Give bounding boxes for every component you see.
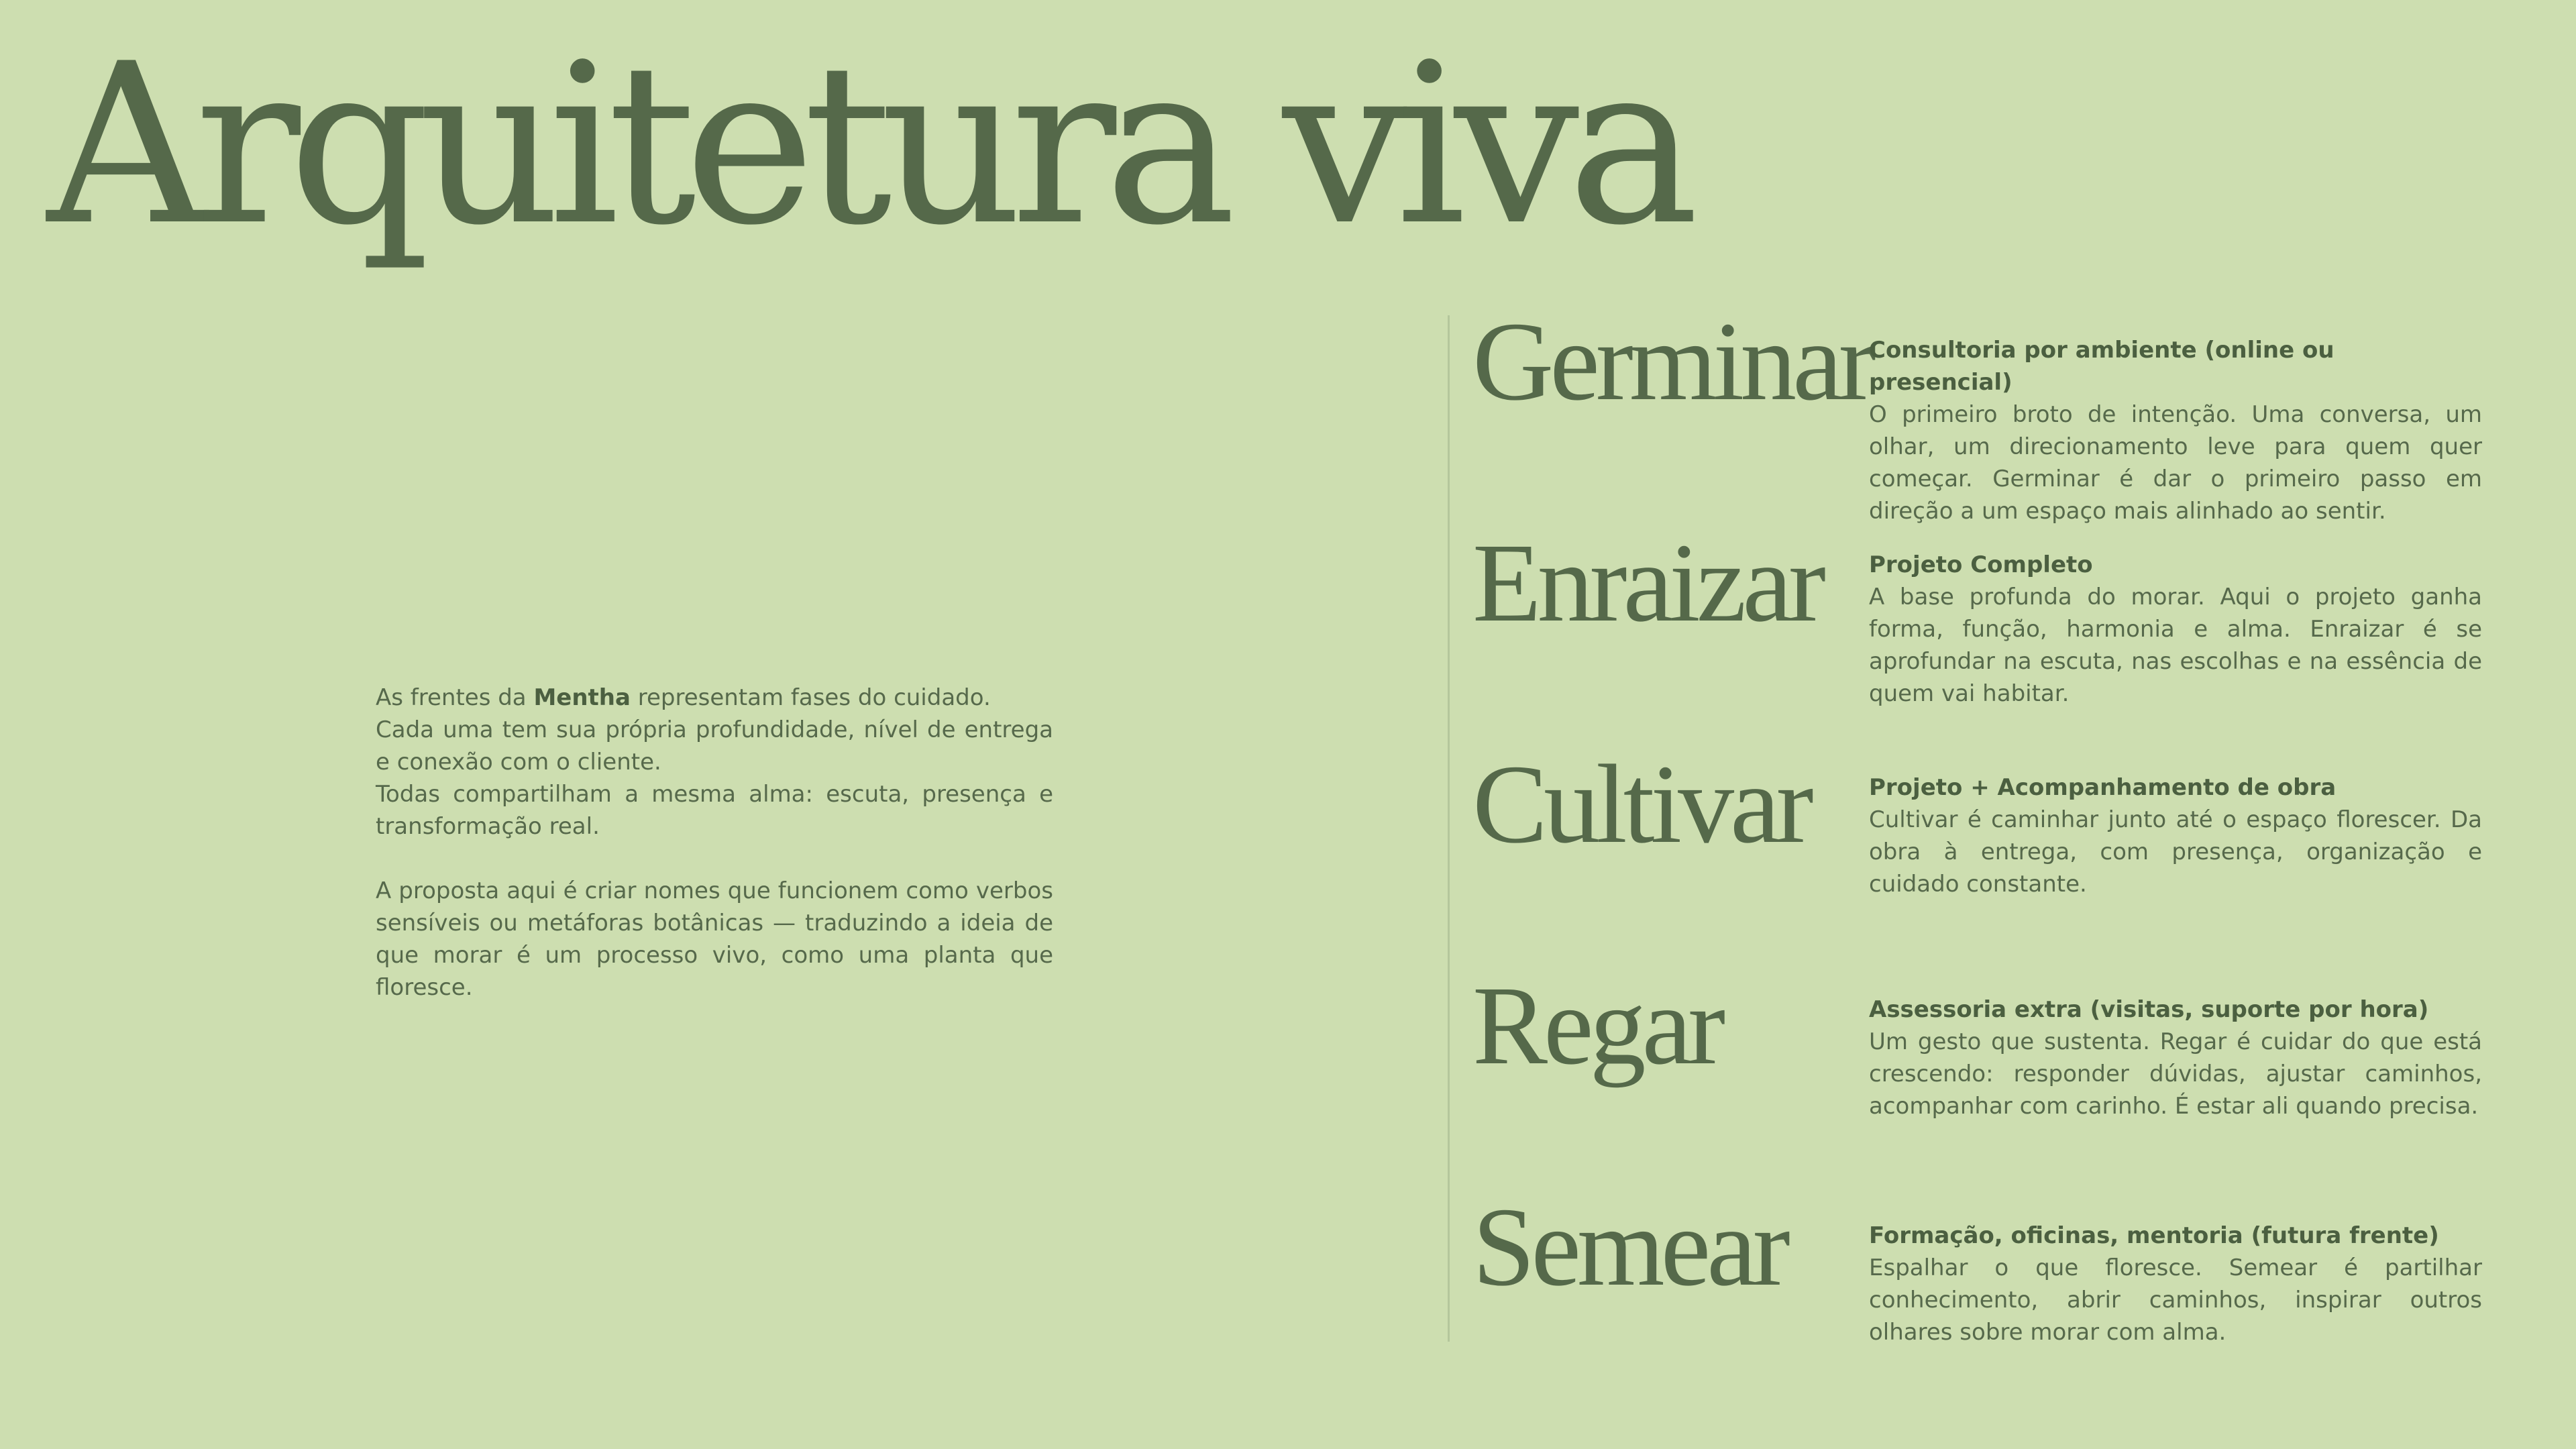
intro-text [376,682,1053,1004]
brand-name: Mentha [533,684,631,711]
vertical-divider [1448,315,1450,1342]
intro-line-4: A proposta aqui é criar nomes que funcionem como verbos sensíveis ou metáforas botânicas — traduzindo a ideia de que morar é um processo vivo, como uma planta que floresce. [376,877,1053,1001]
intro-line-2: Cada uma tem sua própria profundidade, nível de entrega e conexão com o cliente. [376,716,1053,775]
phase-description [1869,549,2482,710]
intro-line-3: Todas compartilham a mesma alma: escuta, presença e transformação real. [376,781,1053,840]
phase-label: Projeto Completo [1869,551,2093,578]
intro-line-1-end: representam fases do cuidado. [630,684,991,711]
phase-body: Espalhar o que floresce. Semear é partilhar conhecimento, abrir caminhos, inspirar outros olhares sobre morar com alma. [1869,1254,2482,1346]
phase-name: Cultivar [1472,742,1810,867]
paragraph-gap [376,843,1053,875]
phase-description [1869,1220,2482,1348]
phase-label: Assessoria extra (visitas, suporte por hora) [1869,996,2429,1023]
phase-body: A base profunda do morar. Aqui o projeto ganha forma, função, harmonia e alma. Enraizar é se aprofundar na escuta, nas escolhas e na essência de quem vai habitar. [1869,584,2482,707]
phase-name: Enraizar [1472,521,1822,645]
phase-body: O primeiro broto de intenção. Uma conversa, um olhar, um direcionamento leve para quem quer começar. Germinar é dar o primeiro passo em direção a um espaço mais alinhado ao sentir. [1869,401,2482,525]
phase-body: Cultivar é caminhar junto até o espaço florescer. Da obra à entrega, com presença, organização e cuidado constante. [1869,806,2482,898]
phase-body: Um gesto que sustenta. Regar é cuidar do que está crescendo: responder dúvidas, ajustar caminhos, acompanhar com carinho. É estar ali quando precisa. [1869,1028,2482,1120]
page-title: Arquitetura viva [47,16,1687,274]
phase-label: Projeto + Acompanhamento de obra [1869,774,2337,801]
intro-line-1-start: As frentes da [376,684,534,711]
phase-name: Germinar [1472,299,1872,424]
phase-label: Consultoria por ambiente (online ou presencial) [1869,337,2334,396]
phase-description [1869,334,2482,527]
phase-name: Regar [1472,963,1722,1088]
phase-description [1869,771,2482,900]
phase-description [1869,994,2482,1122]
phase-name: Semear [1472,1185,1786,1309]
phase-label: Formação, oficinas, mentoria (futura frente) [1869,1222,2439,1249]
intro-line-1 [376,682,1053,714]
